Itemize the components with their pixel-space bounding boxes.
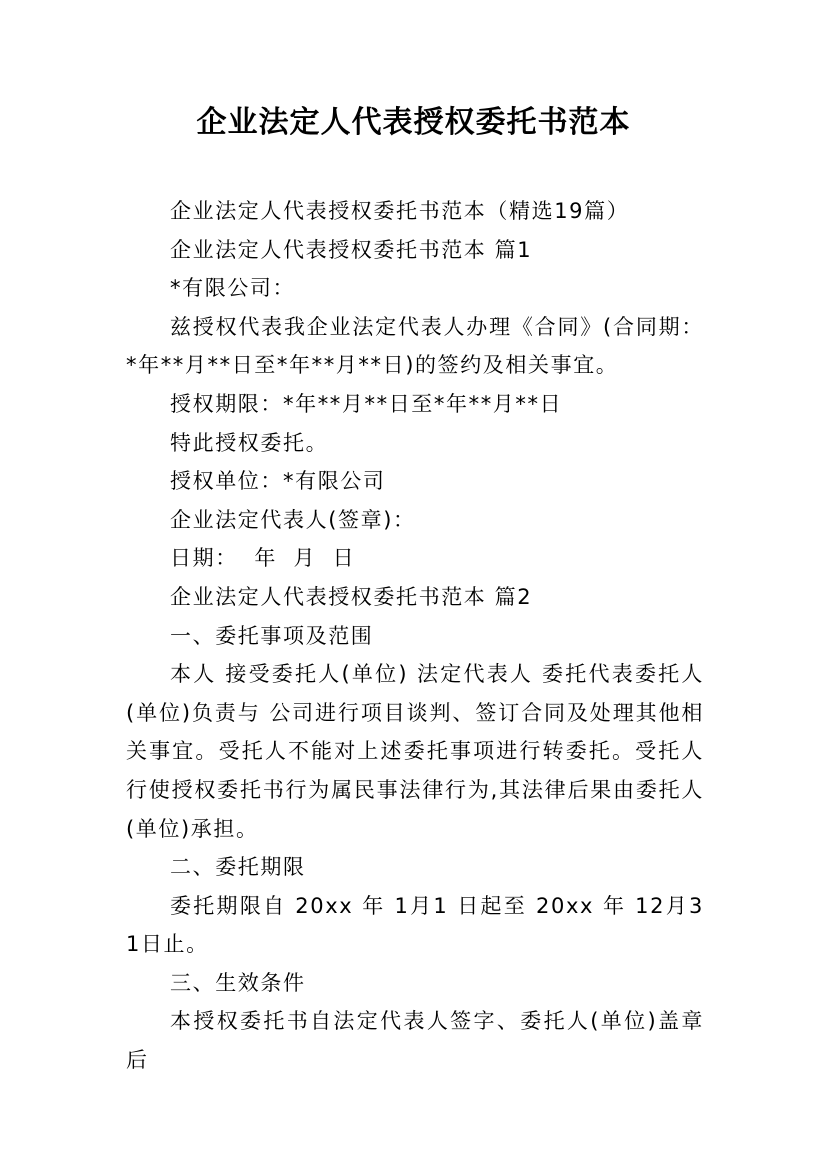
- document-title: 企业法定人代表授权委托书范本: [196, 105, 631, 140]
- paragraph-section-heading-2: 企业法定人代表授权委托书范本 篇2: [170, 584, 533, 609]
- paragraph-clause-heading-1: 一、委托事项及范围: [170, 623, 374, 648]
- paragraph-authorization: 兹授权代表我企业法定代表人办理《合同》(合同期：*年**月**日至*年**月**日)的签约及相关事宜。: [126, 314, 704, 378]
- paragraph-section-heading-1: 企业法定人代表授权委托书范本 篇1: [170, 237, 533, 262]
- paragraph-legal-representative-signature: 企业法定代表人(签章)：: [170, 507, 416, 532]
- paragraph-clause-heading-3: 三、生效条件: [170, 970, 306, 995]
- paragraph-clause-body-2: 委托期限自 20xx 年 1月1 日起至 20xx 年 12月31日止。: [126, 893, 704, 957]
- paragraph-closing: 特此授权委托。: [170, 430, 329, 455]
- paragraph-addressee: *有限公司：: [170, 276, 296, 301]
- paragraph-authorization-period: 授权期限：*年**月**日至*年**月**日: [170, 391, 563, 416]
- paragraph-clause-body-1: 本人 接受委托人(单位) 法定代表人 委托代表委托人(单位)负责与 公司进行项目谈判、签订合同及处理其他相关事宜。受托人不能对上述委托事项进行转委托。受托人行使授权委托书行为属民事法律行为,其法律后果由委托人(单位)承担。: [126, 662, 704, 841]
- document-body: [126, 192, 704, 1080]
- paragraph-date: 日期： 年 月 日: [170, 546, 356, 571]
- paragraph-intro: 企业法定人代表授权委托书范本（精选19篇）: [170, 199, 630, 223]
- paragraph-authorizing-unit: 授权单位：*有限公司: [170, 469, 386, 494]
- paragraph-clause-heading-2: 二、委托期限: [170, 855, 306, 880]
- paragraph-clause-body-3: 本授权委托书自法定代表人签字、委托人(单位)盖章后: [126, 1009, 704, 1073]
